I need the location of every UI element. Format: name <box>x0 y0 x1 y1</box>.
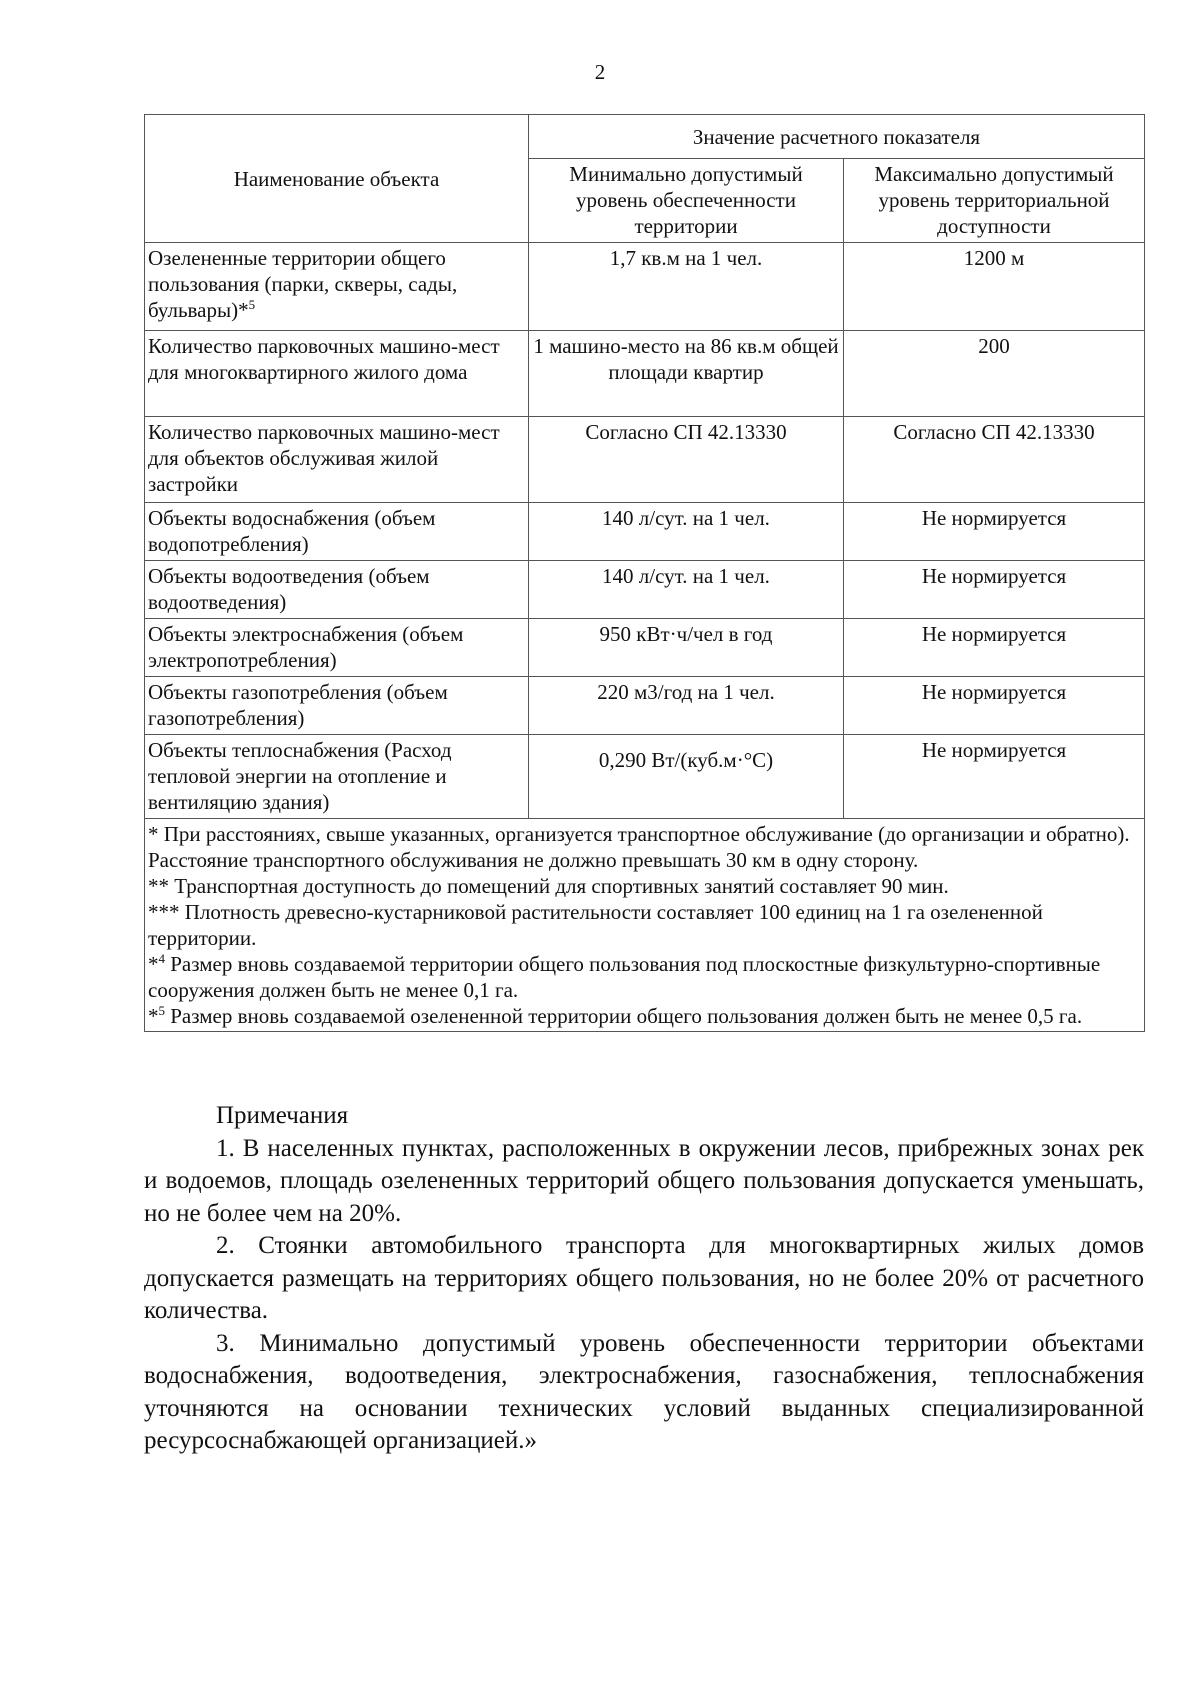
footnote <box>148 873 1141 899</box>
page-number: 2 <box>594 60 606 84</box>
row-min-value: 0,290 Вт/(куб.м·°С) <box>529 735 844 819</box>
row-min-value: Согласно СП 42.13330 <box>529 417 844 503</box>
footnote-text: При расстояниях, свыше указанных, организуется транспортное обслуживание (до организации и обратно). Расстояние транспортного обслуживания не должно превышать 30 км в одну сторону. <box>148 822 1130 872</box>
row-min-value: 950 кВт·ч/чел в год <box>529 619 844 677</box>
footnote-mark: *** <box>148 900 180 924</box>
row-max-value: Не нормируется <box>844 619 1145 677</box>
notes-section <box>144 1100 1144 1458</box>
row-name: Количество парковочных машино-мест для объектов обслуживая жилой застройки <box>145 417 529 503</box>
footnote-mark: * <box>148 1004 159 1028</box>
footnote-superscript: 5 <box>248 297 256 312</box>
header-min-level: Минимально допустимый уровень обеспеченности территории <box>529 159 844 243</box>
row-name: Объекты водоотведения (объем водоотведения) <box>145 561 529 619</box>
row-name-text: Озелененные территории общего пользования (парки, скверы, сады, бульвары)* <box>148 246 458 322</box>
note-paragraph: 2. Стоянки автомобильного транспорта для многоквартирных жилых домов допускается размещать на территориях общего пользования, но не более 20% от расчетного количества. <box>144 1232 1144 1324</box>
row-min-value: 140 л/сут. на 1 чел. <box>529 503 844 561</box>
note-paragraph: 1. В населенных пунктах, расположенных в окружении лесов, прибрежных зонах рек и водоемов, площадь озелененных территорий общего пользования допускается уменьшать, но не более чем на 20%. <box>144 1134 1144 1227</box>
footnote-mark: * <box>148 822 159 846</box>
footnote-text: Транспортная доступность до помещений для спортивных занятий составляет 90 мин. <box>169 874 949 898</box>
row-max-value: Не нормируется <box>844 561 1145 619</box>
footnote <box>148 951 1141 1003</box>
row-name: Объекты водоснабжения (объем водопотребления) <box>145 503 529 561</box>
footnote-mark: * <box>148 952 159 976</box>
row-name: Количество парковочных машино-мест для многоквартирного жилого дома <box>145 331 529 417</box>
footnote-text: Плотность древесно-кустарниковой растительности составляет 100 единиц на 1 га озелененной территории. <box>148 900 1043 950</box>
footnote <box>148 1003 1141 1029</box>
table-row <box>145 417 1145 503</box>
table-row <box>145 735 1145 819</box>
table-row <box>145 331 1145 417</box>
footnotes-row <box>145 819 1145 1032</box>
footnote-superscript: 4 <box>158 951 165 966</box>
row-min-value: 1,7 кв.м на 1 чел. <box>529 243 844 331</box>
row-name <box>145 243 529 331</box>
footnote-text: Размер вновь создаваемой территории общего пользования под плоскостные физкультурно-спортивные сооружения должен быть не менее 0,1 га. <box>148 952 1101 1002</box>
row-max-value: Не нормируется <box>844 503 1145 561</box>
footnote <box>148 899 1141 951</box>
table-row <box>145 677 1145 735</box>
row-min-value: 140 л/сут. на 1 чел. <box>529 561 844 619</box>
footnote-mark: ** <box>148 874 169 898</box>
row-max-value: 200 <box>844 331 1145 417</box>
header-max-level: Максимально допустимый уровень территориальной доступности <box>844 159 1145 243</box>
norms-table <box>144 114 1145 1032</box>
footnote <box>148 821 1141 873</box>
footnote-text: Размер вновь создаваемой озелененной территории общего пользования должен быть не менее 0,5 га. <box>165 1004 1083 1028</box>
row-max-value: 1200 м <box>844 243 1145 331</box>
row-min-value: 1 машино-место на 86 кв.м общей площади квартир <box>529 331 844 417</box>
row-min-value: 220 м3/год на 1 чел. <box>529 677 844 735</box>
table-row <box>145 619 1145 677</box>
header-indicator-value: Значение расчетного показателя <box>529 115 1145 159</box>
row-name: Объекты теплоснабжения (Расход тепловой энергии на отопление и вентиляцию здания) <box>145 735 529 819</box>
table-row <box>145 503 1145 561</box>
row-name: Объекты электроснабжения (объем электропотребления) <box>145 619 529 677</box>
notes-title: Примечания <box>216 1102 349 1129</box>
row-max-value: Не нормируется <box>844 677 1145 735</box>
row-name: Объекты газопотребления (объем газопотребления) <box>145 677 529 735</box>
header-object-name: Наименование объекта <box>145 115 529 243</box>
row-max-value: Согласно СП 42.13330 <box>844 417 1145 503</box>
note-paragraph: 3. Минимально допустимый уровень обеспеченности территории объектами водоснабжения, водоотведения, электроснабжения, газоснабжения, теплоснабжения уточняются на основании технических условий выданных специализированной ресурсоснабжающей организацией.» <box>144 1329 1144 1454</box>
table-row <box>145 243 1145 331</box>
row-max-value: Не нормируется <box>844 735 1145 819</box>
table-row <box>145 561 1145 619</box>
table-header-row <box>145 115 1145 159</box>
footnotes-cell <box>145 819 1145 1032</box>
footnote-superscript: 5 <box>158 1003 165 1018</box>
